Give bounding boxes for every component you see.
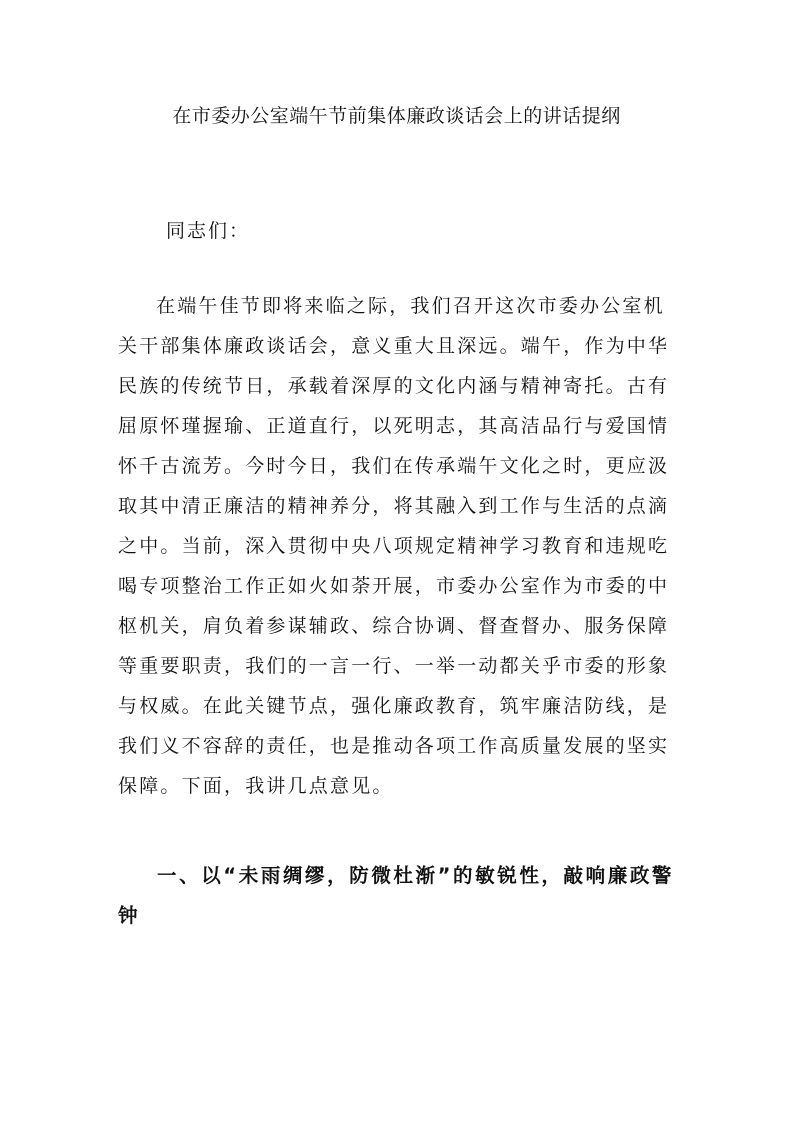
document-title: 在市委办公室端午节前集体廉政谈话会上的讲话提纲 (172, 105, 621, 127)
salutation: 同志们： (166, 220, 251, 242)
body-paragraph: 在端午佳节即将来临之际，我们召开这次市委办公室机关干部集体廉政谈话会，意义重大且深远。端午，作为中华民族的传统节日，承载着深厚的文化内涵与精神寄托。古有屈原怀瑾握瑜、正道直行，以死明志，其高洁品行与爱国情怀千古流芳。今时今日，我们在传承端午文化之时，更应汲取其中清正廉洁的精神养分，将其融入到工作与生活的点滴之中。当前，深入贯彻中央八项规定精神学习教育和违规吃喝专项整治工作正如火如荼开展，市委办公室作为市委的中枢机关，肩负着参谋辅政、综合协调、督查督办、服务保障等重要职责，我们的一言一行、一举一动都关乎市委的形象与权威。在此关键节点，强化廉政教育，筑牢廉洁防线，是我们义不容辞的责任，也是推动各项工作高质量发展的坚实保障。下面，我讲几点意见。 (118, 295, 670, 797)
section-heading: 一、以“未雨绸缪，防微杜渐”的敏锐性，敲响廉政警钟 (118, 864, 675, 927)
